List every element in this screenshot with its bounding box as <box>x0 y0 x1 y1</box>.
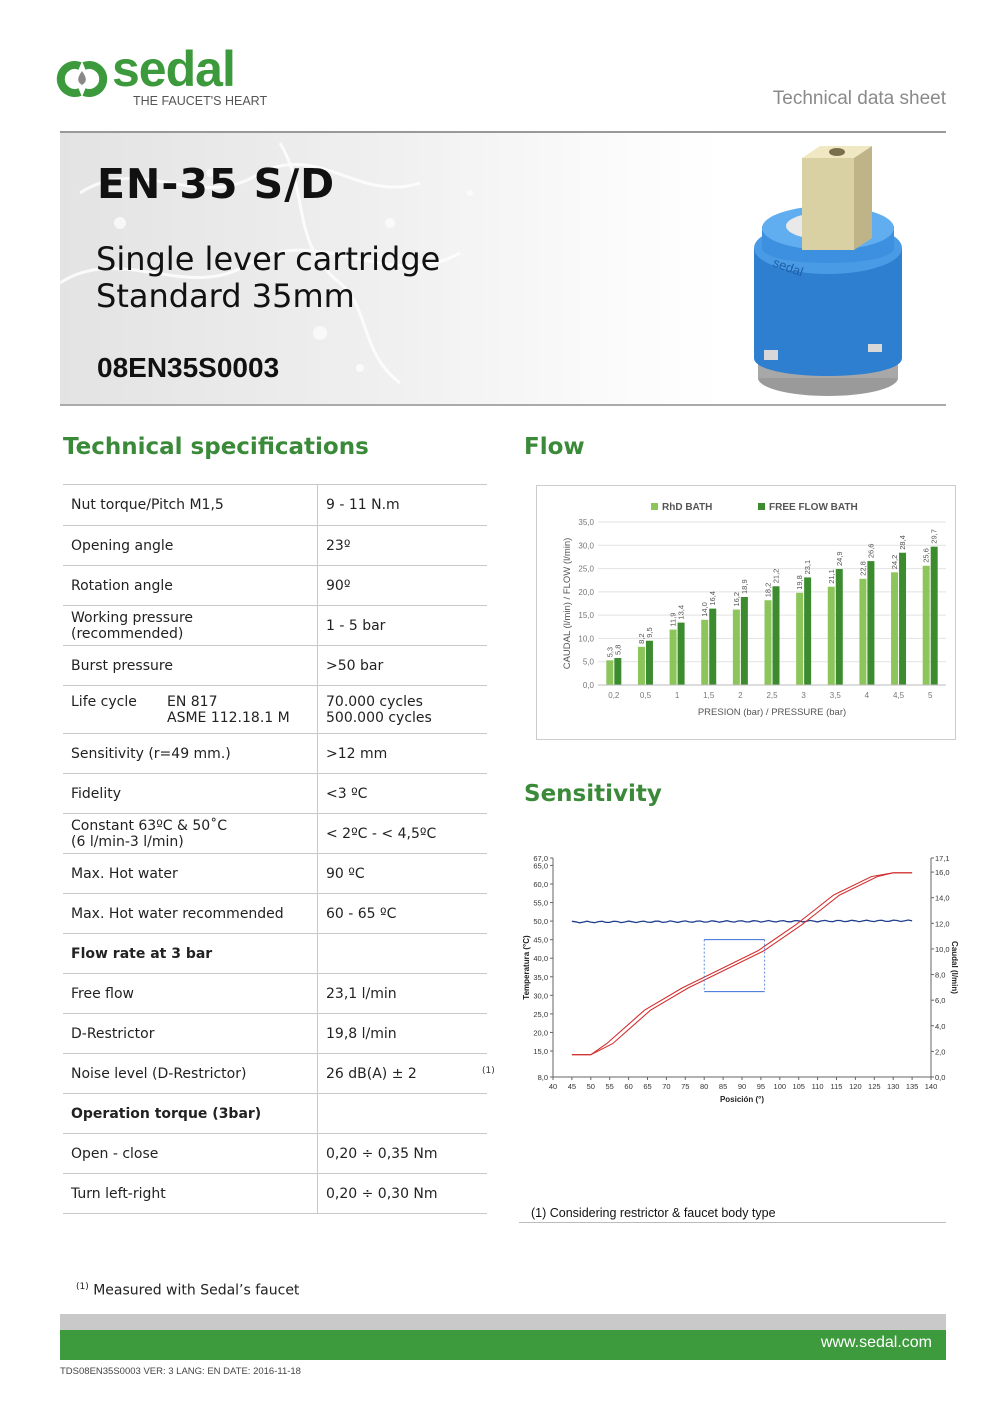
x-tick-label: 65 <box>643 1082 652 1091</box>
spec-table <box>63 484 487 1214</box>
spec-value: 23º <box>318 526 488 566</box>
x-tick-label: 0,5 <box>639 691 652 700</box>
brand-name: sedal <box>112 41 235 97</box>
spec-value: 1 - 5 bar <box>318 606 488 646</box>
noise-note-mark: (1) <box>482 1066 495 1076</box>
data-label: 9,5 <box>644 627 654 638</box>
technical-specifications-title: Technical specifications <box>63 434 369 460</box>
spec-label: Fidelity <box>63 774 318 814</box>
x-tick-label: 135 <box>905 1082 919 1091</box>
data-label: 16,2 <box>731 591 741 607</box>
y2-tick-label: 6,0 <box>935 996 946 1006</box>
data-label: 14,0 <box>700 602 710 617</box>
bar <box>765 600 772 685</box>
y-tick-label: 30,0 <box>533 991 548 1001</box>
x-tick-label: 95 <box>756 1082 766 1091</box>
bar <box>741 597 748 685</box>
bar <box>733 610 740 685</box>
life-cycle-label: Life cycle <box>71 693 137 710</box>
data-label: 5,3 <box>605 646 615 658</box>
data-label: 18,9 <box>739 579 749 594</box>
x-tick-label: 70 <box>662 1082 671 1091</box>
x-tick-label: 80 <box>700 1082 709 1091</box>
spec-value: 90º <box>318 566 488 606</box>
data-label: 28,4 <box>898 535 908 550</box>
y-tick-label: 30,0 <box>578 541 594 551</box>
spec-value: <3 ºC <box>318 774 488 814</box>
y-tick-label: 55,0 <box>533 898 548 908</box>
y2-tick-label: 12,0 <box>935 919 950 929</box>
bar <box>670 630 677 685</box>
spec-label: Noise level (D-Restrictor) <box>63 1054 318 1094</box>
y2-tick-label: 10,0 <box>935 944 950 954</box>
bar <box>678 623 685 685</box>
y-tick-label: 50,0 <box>533 917 548 927</box>
x-tick-label: 125 <box>868 1082 881 1091</box>
constant-label-line2: (6 l/min-3 l/min) <box>71 833 184 850</box>
y2-tick-label: 14,0 <box>935 893 950 903</box>
flow-chart <box>536 485 956 740</box>
spec-label: Working pressure (recommended) <box>63 606 318 646</box>
life-cycle-std1: EN 817 <box>167 693 218 710</box>
data-label: 29,7 <box>929 529 939 544</box>
footnote-mark: (1) <box>76 1282 89 1292</box>
flow-series-line <box>572 920 912 923</box>
data-label: 22,8 <box>858 561 868 576</box>
x-tick-label: 140 <box>924 1082 938 1091</box>
bar <box>638 647 645 685</box>
bar <box>867 561 874 685</box>
website-link[interactable]: www.sedal.com <box>820 1334 932 1351</box>
spec-label: Sensitivity (r=49 mm.) <box>63 734 318 774</box>
x-tick-label: 4 <box>864 691 870 700</box>
x-tick-label: 110 <box>811 1082 824 1091</box>
y2-axis-label: Caudal (l/min) <box>950 941 959 994</box>
x-tick-label: 5 <box>927 691 933 700</box>
spec-label: Nut torque/Pitch M1,5 <box>63 485 318 526</box>
y-tick-label: 25,0 <box>578 564 594 574</box>
x-tick-label: 2 <box>738 691 743 700</box>
y-axis-label: Temperatura (°C) <box>522 935 531 1000</box>
spec-value: 0,20 ÷ 0,30 Nm <box>318 1174 488 1214</box>
temperature-series-line <box>572 873 912 1055</box>
table-row <box>63 774 487 814</box>
y-tick-label: 35,0 <box>578 518 594 527</box>
data-label: 19,8 <box>795 575 805 590</box>
data-label: 8,2 <box>636 633 646 644</box>
x-tick-label: 100 <box>773 1082 787 1091</box>
spec-value <box>318 686 488 734</box>
table-row <box>63 566 487 606</box>
x-axis-label: Posición (°) <box>719 1095 765 1104</box>
table-row <box>63 934 487 974</box>
chart-divider <box>519 1222 946 1223</box>
x-tick-label: 55 <box>605 1082 614 1091</box>
data-label: 5,8 <box>613 644 623 655</box>
y-tick-label: 40,0 <box>533 954 548 964</box>
spec-value: 23,1 l/min <box>318 974 488 1014</box>
spec-value: >12 mm <box>318 734 488 774</box>
y-tick-label: 60,0 <box>533 879 548 889</box>
table-row <box>63 894 487 934</box>
y-tick-label: 15,0 <box>533 1047 548 1057</box>
x-tick-label: 2,5 <box>766 691 778 700</box>
data-label: 23,1 <box>803 559 813 575</box>
legend-label: RhD BATH <box>662 502 713 513</box>
x-tick-label: 4,5 <box>892 691 905 700</box>
x-axis-label: PRESION (bar) / PRESSURE (bar) <box>697 707 847 718</box>
x-tick-label: 60 <box>624 1082 633 1091</box>
document-type: Technical data sheet <box>772 88 946 109</box>
sensitivity-title: Sensitivity <box>524 781 662 807</box>
spec-label <box>63 686 318 734</box>
data-label: 21,1 <box>826 569 836 584</box>
table-row <box>63 646 487 686</box>
y-tick-label: 15,0 <box>578 611 594 621</box>
y-tick-label: 67,0 <box>533 854 548 863</box>
x-tick-label: 3,5 <box>829 691 841 700</box>
table-row <box>63 1054 487 1094</box>
product-subtitle: Single lever cartridge <box>96 240 441 278</box>
y-tick-label: 45,0 <box>533 935 548 945</box>
table-row <box>63 686 487 734</box>
bar <box>804 577 811 685</box>
spec-label: Opening angle <box>63 526 318 566</box>
product-size: Standard 35mm <box>96 277 355 315</box>
sensitivity-chart <box>518 848 958 1110</box>
spec-value: 9 - 11 N.m <box>318 485 488 526</box>
table-row <box>63 1134 487 1174</box>
y-tick-label: 8,0 <box>537 1073 548 1082</box>
spec-value: 26 dB(A) ± 2 <box>318 1054 488 1094</box>
cartridge-image <box>740 138 910 400</box>
x-tick-label: 90 <box>737 1082 747 1091</box>
x-tick-label: 45 <box>567 1082 577 1091</box>
y-tick-label: 5,0 <box>582 657 594 667</box>
bar <box>614 658 621 685</box>
bar <box>606 660 613 685</box>
bar <box>773 586 780 685</box>
data-label: 11,9 <box>668 612 678 627</box>
bar <box>836 569 843 685</box>
operation-torque-heading: Operation torque (3bar) <box>63 1094 318 1134</box>
y2-tick-label: 17,1 <box>935 854 950 863</box>
spec-label: Burst pressure <box>63 646 318 686</box>
y-tick-label: 10,0 <box>578 634 594 644</box>
spec-value: 0,20 ÷ 0,35 Nm <box>318 1134 488 1174</box>
y2-tick-label: 2,0 <box>935 1047 946 1057</box>
bar <box>931 547 938 685</box>
temperature-series-line <box>572 873 912 1055</box>
y-tick-label: 20,0 <box>533 1028 548 1038</box>
legend-swatch <box>651 503 658 510</box>
data-label: 16,4 <box>708 591 718 606</box>
x-tick-label: 120 <box>849 1082 862 1091</box>
brand-tagline: THE FAUCET'S HEART <box>133 94 268 108</box>
table-row <box>63 1174 487 1214</box>
spec-label: Max. Hot water recommended <box>63 894 318 934</box>
spec-value: >50 bar <box>318 646 488 686</box>
y-tick-label: 35,0 <box>533 972 548 982</box>
table-row <box>63 734 487 774</box>
data-label: 18,2 <box>763 582 773 598</box>
data-label: 24,9 <box>834 551 844 567</box>
data-label: 24,2 <box>890 554 900 570</box>
chart-note: (1) Considering restrictor & faucet body type <box>531 1206 776 1220</box>
x-tick-label: 130 <box>886 1082 900 1091</box>
bar <box>891 572 898 685</box>
spec-label: Open - close <box>63 1134 318 1174</box>
bar <box>701 620 708 685</box>
bar <box>828 587 835 685</box>
footnote <box>76 1282 299 1299</box>
table-row <box>63 1014 487 1054</box>
bar <box>859 579 866 685</box>
x-tick-label: 40 <box>548 1082 558 1091</box>
life-cycle-value1: 70.000 cycles <box>326 693 423 710</box>
table-row <box>63 854 487 894</box>
bar <box>646 641 653 685</box>
x-tick-label: 0,2 <box>608 691 620 700</box>
constant-label-line1: Constant 63ºC & 50˚C <box>71 817 227 834</box>
x-tick-label: 3 <box>801 691 806 700</box>
document-meta: TDS08EN35S0003 VER: 3 LANG: EN DATE: 2016-11-18 <box>60 1366 301 1377</box>
flow-rate-heading: Flow rate at 3 bar <box>63 934 318 974</box>
table-row <box>63 526 487 566</box>
y-tick-label: 20,0 <box>578 587 594 597</box>
y2-tick-label: 4,0 <box>935 1021 946 1031</box>
y2-tick-label: 8,0 <box>935 970 946 980</box>
table-row <box>63 1094 487 1134</box>
x-tick-label: 50 <box>586 1082 595 1091</box>
table-row <box>63 814 487 854</box>
y2-tick-label: 0,0 <box>935 1073 946 1082</box>
product-name: EN-35 S/D <box>97 160 336 208</box>
spec-label: D-Restrictor <box>63 1014 318 1054</box>
data-label: 25,6 <box>921 548 931 563</box>
life-cycle-value2: 500.000 cycles <box>326 709 432 726</box>
y-axis-label: CAUDAL (l/min) / FLOW (l/min) <box>562 537 573 670</box>
spec-value: 60 - 65 ºC <box>318 894 488 934</box>
x-tick-label: 75 <box>681 1082 690 1091</box>
data-label: 21,2 <box>771 568 781 584</box>
spec-value: < 2ºC - < 4,5ºC <box>318 814 488 854</box>
table-row <box>63 485 487 526</box>
spec-value: 90 ºC <box>318 854 488 894</box>
svg-text:sedal: sedal <box>770 254 806 280</box>
bar <box>709 609 716 685</box>
y2-tick-label: 16,0 <box>935 868 950 878</box>
spec-label <box>63 814 318 854</box>
table-row <box>63 974 487 1014</box>
y-tick-label: 25,0 <box>533 1009 548 1019</box>
bar <box>796 593 803 685</box>
x-tick-label: 105 <box>792 1082 805 1091</box>
x-tick-label: 115 <box>830 1082 843 1091</box>
footer-gray-bar <box>60 1314 946 1330</box>
flow-title: Flow <box>524 434 585 460</box>
spec-value: 19,8 l/min <box>318 1014 488 1054</box>
hero-divider <box>60 404 946 406</box>
data-label: 13,4 <box>676 604 686 620</box>
legend-swatch <box>758 503 765 510</box>
spec-label: Max. Hot water <box>63 854 318 894</box>
legend-label: FREE FLOW BATH <box>769 502 858 513</box>
spec-label: Turn left-right <box>63 1174 318 1214</box>
spec-label: Rotation angle <box>63 566 318 606</box>
product-code: 08EN35S0003 <box>97 352 280 383</box>
data-label: 26,6 <box>866 543 876 559</box>
y-tick-label: 65,0 <box>533 861 548 871</box>
bar <box>899 553 906 685</box>
life-cycle-std2: ASME 112.18.1 M <box>167 709 290 726</box>
x-tick-label: 1 <box>674 691 680 700</box>
footnote-text: Measured with Sedal’s faucet <box>88 1282 300 1299</box>
bar <box>923 566 930 685</box>
x-tick-label: 85 <box>718 1082 728 1091</box>
spec-label: Free flow <box>63 974 318 1014</box>
x-tick-label: 1,5 <box>703 691 715 700</box>
y-tick-label: 0,0 <box>582 681 594 690</box>
table-row <box>63 606 487 646</box>
